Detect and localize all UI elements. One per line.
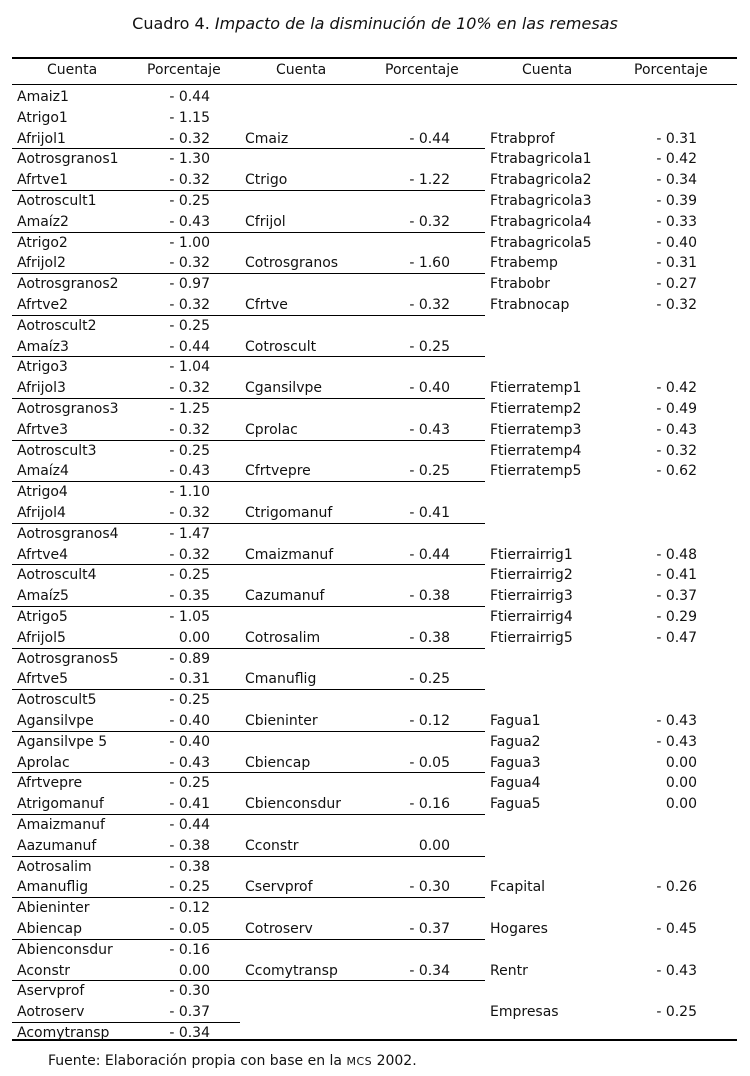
porcentaje-cell: - 0.25 bbox=[409, 463, 450, 480]
group-separator bbox=[12, 273, 240, 274]
porcentaje-cell: - 0.05 bbox=[409, 754, 450, 771]
group-separator bbox=[12, 315, 240, 316]
footer-year: 2002. bbox=[376, 1053, 417, 1069]
table-title bbox=[0, 14, 750, 33]
cuenta-cell: Afrtvepre bbox=[17, 775, 83, 792]
porcentaje-cell: - 0.38 bbox=[409, 629, 450, 646]
porcentaje-cell: 0.00 bbox=[178, 962, 210, 979]
cuenta-cell: Atrigomanuf bbox=[17, 796, 104, 813]
cuenta-cell: Amaiz1 bbox=[17, 89, 69, 105]
porcentaje-cell: - 0.31 bbox=[169, 671, 210, 688]
cuenta-cell: Amanuflig bbox=[17, 879, 89, 896]
porcentaje-cell: - 0.48 bbox=[656, 546, 697, 563]
porcentaje-cell: - 1.05 bbox=[169, 609, 210, 625]
group-separator bbox=[12, 564, 240, 565]
porcentaje-cell: - 0.32 bbox=[169, 380, 210, 397]
porcentaje-cell: - 0.42 bbox=[656, 151, 697, 168]
porcentaje-cell: - 0.25 bbox=[169, 317, 210, 334]
porcentaje-cell: - 0.27 bbox=[656, 276, 697, 293]
footer-text: Fuente: Elaboración propia con base en la bbox=[48, 1053, 343, 1069]
cuenta-cell: Aotroscult4 bbox=[17, 567, 97, 584]
cuenta-cell: Atrigo3 bbox=[17, 359, 68, 376]
porcentaje-cell: - 0.40 bbox=[656, 234, 697, 251]
cuenta-cell: Hogares bbox=[490, 921, 548, 937]
cuenta-cell: Aotroscult5 bbox=[17, 692, 97, 709]
porcentaje-cell: - 0.43 bbox=[409, 421, 450, 438]
porcentaje-cell: - 0.32 bbox=[169, 546, 210, 563]
porcentaje-cell: - 0.32 bbox=[656, 442, 697, 459]
group-separator bbox=[12, 897, 240, 898]
cuenta-cell: Cfrijol bbox=[245, 213, 286, 230]
cuenta-cell: Atrigo2 bbox=[17, 234, 68, 251]
porcentaje-cell: - 0.37 bbox=[169, 1004, 210, 1021]
porcentaje-cell: - 1.30 bbox=[169, 151, 210, 168]
porcentaje-cell: - 0.31 bbox=[656, 130, 697, 147]
porcentaje-cell: - 0.40 bbox=[409, 380, 450, 397]
cuenta-cell: Ctrigo bbox=[245, 172, 288, 189]
header-porcentaje-3: Porcentaje bbox=[634, 62, 708, 78]
group-separator bbox=[12, 772, 240, 773]
porcentaje-cell: - 1.60 bbox=[409, 255, 450, 272]
porcentaje-cell: - 0.89 bbox=[169, 650, 210, 667]
cuenta-cell: Aotroscult3 bbox=[17, 442, 97, 459]
porcentaje-cell: - 0.26 bbox=[656, 879, 697, 896]
porcentaje-cell: - 0.43 bbox=[656, 713, 697, 729]
cuenta-cell: Aazumanuf bbox=[17, 837, 97, 854]
porcentaje-cell: - 0.43 bbox=[656, 733, 697, 750]
group-separator bbox=[240, 606, 485, 607]
cuenta-cell: Ftierratemp3 bbox=[490, 421, 582, 438]
porcentaje-cell: - 1.15 bbox=[169, 109, 210, 126]
cuenta-cell: Afrijol2 bbox=[17, 255, 66, 272]
cuenta-cell: Ftierrairrig3 bbox=[490, 588, 573, 605]
porcentaje-cell: - 0.32 bbox=[169, 421, 210, 438]
cuenta-cell: Aotrosgranos5 bbox=[17, 650, 119, 667]
cuenta-cell: Cotroserv bbox=[245, 921, 313, 937]
table-caption: Impacto de la disminución de 10% en las remesas bbox=[214, 14, 618, 33]
porcentaje-cell: - 0.25 bbox=[169, 442, 210, 459]
top-rule bbox=[12, 57, 737, 59]
porcentaje-cell: - 0.31 bbox=[656, 255, 697, 272]
cuenta-cell: Ftrabagricola5 bbox=[490, 234, 592, 251]
porcentaje-cell: - 1.00 bbox=[169, 234, 210, 251]
porcentaje-cell: - 0.43 bbox=[656, 962, 697, 979]
porcentaje-cell: - 0.38 bbox=[169, 837, 210, 854]
cuenta-cell: Ftrabemp bbox=[490, 255, 558, 272]
porcentaje-cell: - 0.33 bbox=[656, 213, 697, 230]
group-separator bbox=[240, 356, 485, 357]
porcentaje-cell: - 0.97 bbox=[169, 276, 210, 293]
group-separator bbox=[240, 440, 485, 441]
cuenta-cell: Ctrigomanuf bbox=[245, 505, 333, 521]
cuenta-cell: Cbieninter bbox=[245, 713, 318, 729]
cuenta-cell: Ccomytransp bbox=[245, 962, 338, 979]
group-separator bbox=[240, 523, 485, 524]
cuenta-cell: Amaíz3 bbox=[17, 338, 69, 355]
porcentaje-cell: - 0.40 bbox=[169, 733, 210, 750]
cuenta-cell: Aotrosgranos1 bbox=[17, 151, 119, 168]
group-separator bbox=[12, 356, 240, 357]
cuenta-cell: Atrigo5 bbox=[17, 609, 68, 625]
porcentaje-cell: - 0.25 bbox=[169, 193, 210, 209]
cuenta-cell: Afrtve1 bbox=[17, 172, 69, 189]
cuenta-cell: Cazumanuf bbox=[245, 588, 325, 605]
porcentaje-cell: 0.00 bbox=[665, 796, 697, 813]
group-separator bbox=[240, 980, 485, 981]
porcentaje-cell: - 0.05 bbox=[169, 921, 210, 937]
group-separator bbox=[12, 148, 240, 149]
cuenta-cell: Aotroscult2 bbox=[17, 317, 97, 334]
porcentaje-cell: - 0.42 bbox=[656, 380, 697, 397]
cuenta-cell: Cservprof bbox=[245, 879, 313, 896]
cuenta-cell: Cbienconsdur bbox=[245, 796, 341, 813]
cuenta-cell: Atrigo1 bbox=[17, 109, 68, 126]
group-separator bbox=[12, 731, 240, 732]
group-separator bbox=[240, 564, 485, 565]
cuenta-cell: Ftrabagricola4 bbox=[490, 213, 592, 230]
cuenta-cell: Cmanuflig bbox=[245, 671, 317, 688]
cuenta-cell: Aotroscult1 bbox=[17, 193, 97, 209]
porcentaje-cell: - 0.43 bbox=[169, 754, 210, 771]
cuenta-cell: Cbiencap bbox=[245, 754, 311, 771]
porcentaje-cell: - 0.37 bbox=[409, 921, 450, 937]
cuenta-cell: Ftierratemp5 bbox=[490, 463, 582, 480]
porcentaje-cell: - 0.30 bbox=[409, 879, 450, 896]
cuenta-cell: Fagua2 bbox=[490, 733, 541, 750]
header-rule bbox=[12, 84, 737, 85]
cuenta-cell: Cfrtvepre bbox=[245, 463, 311, 480]
group-separator bbox=[12, 398, 240, 399]
porcentaje-cell: - 0.32 bbox=[169, 255, 210, 272]
cuenta-cell: Ftrabagricola2 bbox=[490, 172, 592, 189]
cuenta-cell: Cmaizmanuf bbox=[245, 546, 334, 563]
porcentaje-cell: - 0.29 bbox=[656, 609, 697, 625]
group-separator bbox=[12, 606, 240, 607]
porcentaje-cell: - 0.34 bbox=[169, 1025, 210, 1041]
cuenta-cell: Cfrtve bbox=[245, 297, 288, 313]
porcentaje-cell: - 0.30 bbox=[169, 983, 210, 1000]
porcentaje-cell: - 0.25 bbox=[169, 692, 210, 709]
group-separator bbox=[240, 315, 485, 316]
table-number: Cuadro 4. bbox=[132, 14, 210, 33]
group-separator bbox=[240, 731, 485, 732]
porcentaje-cell: - 1.22 bbox=[409, 172, 450, 189]
group-separator bbox=[240, 939, 485, 940]
cuenta-cell: Aotroserv bbox=[17, 1004, 85, 1021]
cuenta-cell: Aotrosgranos3 bbox=[17, 401, 119, 417]
group-separator bbox=[12, 440, 240, 441]
porcentaje-cell: - 0.25 bbox=[169, 775, 210, 792]
group-separator bbox=[240, 648, 485, 649]
porcentaje-cell: - 0.41 bbox=[656, 567, 697, 584]
cuenta-cell: Afrtve4 bbox=[17, 546, 69, 563]
cuenta-cell: Agansilvpe 5 bbox=[17, 733, 108, 750]
porcentaje-cell: - 0.34 bbox=[409, 962, 450, 979]
porcentaje-cell: - 0.44 bbox=[409, 546, 450, 563]
group-separator bbox=[12, 481, 240, 482]
group-separator bbox=[12, 939, 240, 940]
cuenta-cell: Aotrosalim bbox=[17, 858, 92, 875]
cuenta-cell: Ftierrairrig1 bbox=[490, 546, 573, 563]
porcentaje-cell: - 0.44 bbox=[169, 89, 210, 105]
porcentaje-cell: - 0.40 bbox=[169, 713, 210, 729]
header-cuenta-3: Cuenta bbox=[522, 62, 573, 78]
porcentaje-cell: - 0.16 bbox=[169, 941, 210, 958]
header-cuenta-2: Cuenta bbox=[276, 62, 327, 78]
porcentaje-cell: - 0.32 bbox=[409, 213, 450, 230]
cuenta-cell: Aotrosgranos2 bbox=[17, 276, 119, 293]
table-footer bbox=[48, 1053, 417, 1069]
cuenta-cell: Abienconsdur bbox=[17, 941, 113, 958]
cuenta-cell: Ftrabnocap bbox=[490, 297, 570, 313]
cuenta-cell: Cconstr bbox=[245, 837, 299, 854]
header-porcentaje-2: Porcentaje bbox=[385, 62, 459, 78]
porcentaje-cell: - 0.32 bbox=[169, 297, 210, 313]
cuenta-cell: Empresas bbox=[490, 1004, 559, 1021]
group-separator bbox=[240, 481, 485, 482]
cuenta-cell: Ftierrairrig2 bbox=[490, 567, 573, 584]
group-separator bbox=[240, 148, 485, 149]
group-separator bbox=[240, 856, 485, 857]
porcentaje-cell: - 0.38 bbox=[169, 858, 210, 875]
cuenta-cell: Ftierratemp1 bbox=[490, 380, 582, 397]
porcentaje-cell: - 0.32 bbox=[169, 505, 210, 521]
cuenta-cell: Afrijol1 bbox=[17, 130, 66, 147]
cuenta-cell: Rentr bbox=[490, 962, 528, 979]
porcentaje-cell: - 0.16 bbox=[409, 796, 450, 813]
porcentaje-cell: - 0.41 bbox=[169, 796, 210, 813]
porcentaje-cell: - 0.35 bbox=[169, 588, 210, 605]
cuenta-cell: Afrijol4 bbox=[17, 505, 66, 521]
porcentaje-cell: - 0.47 bbox=[656, 629, 697, 646]
cuenta-cell: Afrijol5 bbox=[17, 629, 66, 646]
cuenta-cell: Acomytransp bbox=[17, 1025, 110, 1041]
cuenta-cell: Ftierrairrig4 bbox=[490, 609, 573, 625]
group-separator bbox=[12, 190, 240, 191]
cuenta-cell: Fagua3 bbox=[490, 754, 541, 771]
porcentaje-cell: - 0.39 bbox=[656, 193, 697, 209]
porcentaje-cell: - 0.12 bbox=[409, 713, 450, 729]
porcentaje-cell: - 0.43 bbox=[169, 213, 210, 230]
porcentaje-cell: - 0.32 bbox=[169, 130, 210, 147]
cuenta-cell: Ftierrairrig5 bbox=[490, 629, 573, 646]
cuenta-cell: Amaíz2 bbox=[17, 213, 69, 230]
cuenta-cell: Aotrosgranos4 bbox=[17, 525, 119, 542]
porcentaje-cell: - 0.37 bbox=[656, 588, 697, 605]
porcentaje-cell: - 1.04 bbox=[169, 359, 210, 376]
group-separator bbox=[240, 273, 485, 274]
porcentaje-cell: - 0.12 bbox=[169, 900, 210, 917]
cuenta-cell: Ftrabobr bbox=[490, 276, 550, 293]
cuenta-cell: Amaíz5 bbox=[17, 588, 69, 605]
cuenta-cell: Ftierratemp4 bbox=[490, 442, 582, 459]
footer-abbrev: MCS bbox=[346, 1055, 373, 1068]
porcentaje-cell: 0.00 bbox=[418, 837, 450, 854]
cuenta-cell: Ftierratemp2 bbox=[490, 401, 582, 417]
porcentaje-cell: 0.00 bbox=[178, 629, 210, 646]
porcentaje-cell: - 0.43 bbox=[169, 463, 210, 480]
porcentaje-cell: 0.00 bbox=[665, 754, 697, 771]
cuenta-cell: Agansilvpe bbox=[17, 713, 94, 729]
header-porcentaje-1: Porcentaje bbox=[147, 62, 221, 78]
group-separator bbox=[240, 814, 485, 815]
cuenta-cell: Fagua4 bbox=[490, 775, 541, 792]
group-separator bbox=[12, 814, 240, 815]
cuenta-cell: Cprolac bbox=[245, 421, 298, 438]
porcentaje-cell: - 0.41 bbox=[409, 505, 450, 521]
porcentaje-cell: - 0.44 bbox=[409, 130, 450, 147]
group-separator bbox=[12, 232, 240, 233]
porcentaje-cell: - 0.25 bbox=[409, 671, 450, 688]
bottom-rule bbox=[12, 1039, 737, 1041]
group-separator bbox=[12, 1022, 240, 1023]
cuenta-cell: Ftrabagricola1 bbox=[490, 151, 592, 168]
porcentaje-cell: - 1.47 bbox=[169, 525, 210, 542]
cuenta-cell: Abieninter bbox=[17, 900, 90, 917]
group-separator bbox=[240, 897, 485, 898]
cuenta-cell: Afrtve2 bbox=[17, 297, 69, 313]
porcentaje-cell: - 0.44 bbox=[169, 817, 210, 833]
porcentaje-cell: - 0.43 bbox=[656, 421, 697, 438]
porcentaje-cell: - 1.25 bbox=[169, 401, 210, 417]
group-separator bbox=[240, 772, 485, 773]
cuenta-cell: Afrtve3 bbox=[17, 421, 69, 438]
cuenta-cell: Cmaiz bbox=[245, 130, 289, 147]
cuenta-cell: Aprolac bbox=[17, 754, 70, 771]
porcentaje-cell: - 0.32 bbox=[409, 297, 450, 313]
porcentaje-cell: - 1.10 bbox=[169, 484, 210, 501]
porcentaje-cell: - 0.25 bbox=[656, 1004, 697, 1021]
porcentaje-cell: - 0.49 bbox=[656, 401, 697, 417]
cuenta-cell: Amaíz4 bbox=[17, 463, 69, 480]
cuenta-cell: Ftrabprof bbox=[490, 130, 555, 147]
group-separator bbox=[12, 689, 240, 690]
header-cuenta-1: Cuenta bbox=[47, 62, 98, 78]
porcentaje-cell: - 0.32 bbox=[169, 172, 210, 189]
group-separator bbox=[240, 232, 485, 233]
cuenta-cell: Afrtve5 bbox=[17, 671, 69, 688]
porcentaje-cell: 0.00 bbox=[665, 775, 697, 792]
cuenta-cell: Amaizmanuf bbox=[17, 817, 105, 833]
cuenta-cell: Cotroscult bbox=[245, 338, 317, 355]
cuenta-cell: Abiencap bbox=[17, 921, 83, 937]
porcentaje-cell: - 0.25 bbox=[169, 567, 210, 584]
group-separator bbox=[240, 398, 485, 399]
cuenta-cell: Aconstr bbox=[17, 962, 71, 979]
cuenta-cell: Cgansilvpe bbox=[245, 380, 322, 397]
group-separator bbox=[240, 190, 485, 191]
cuenta-cell: Cotrosalim bbox=[245, 629, 321, 646]
porcentaje-cell: - 0.45 bbox=[656, 921, 697, 937]
porcentaje-cell: - 0.62 bbox=[656, 463, 697, 480]
porcentaje-cell: - 0.25 bbox=[409, 338, 450, 355]
group-separator bbox=[12, 648, 240, 649]
cuenta-cell: Atrigo4 bbox=[17, 484, 68, 501]
porcentaje-cell: - 0.32 bbox=[656, 297, 697, 313]
cuenta-cell: Fagua1 bbox=[490, 713, 541, 729]
group-separator bbox=[240, 689, 485, 690]
cuenta-cell: Fagua5 bbox=[490, 796, 541, 813]
porcentaje-cell: - 0.25 bbox=[169, 879, 210, 896]
porcentaje-cell: - 0.34 bbox=[656, 172, 697, 189]
group-separator bbox=[12, 523, 240, 524]
cuenta-cell: Afrijol3 bbox=[17, 380, 66, 397]
cuenta-cell: Cotrosgranos bbox=[245, 255, 339, 272]
group-separator bbox=[12, 980, 240, 981]
cuenta-cell: Ftrabagricola3 bbox=[490, 193, 592, 209]
cuenta-cell: Fcapital bbox=[490, 879, 546, 896]
porcentaje-cell: - 0.38 bbox=[409, 588, 450, 605]
cuenta-cell: Aservprof bbox=[17, 983, 85, 1000]
porcentaje-cell: - 0.44 bbox=[169, 338, 210, 355]
group-separator bbox=[12, 856, 240, 857]
